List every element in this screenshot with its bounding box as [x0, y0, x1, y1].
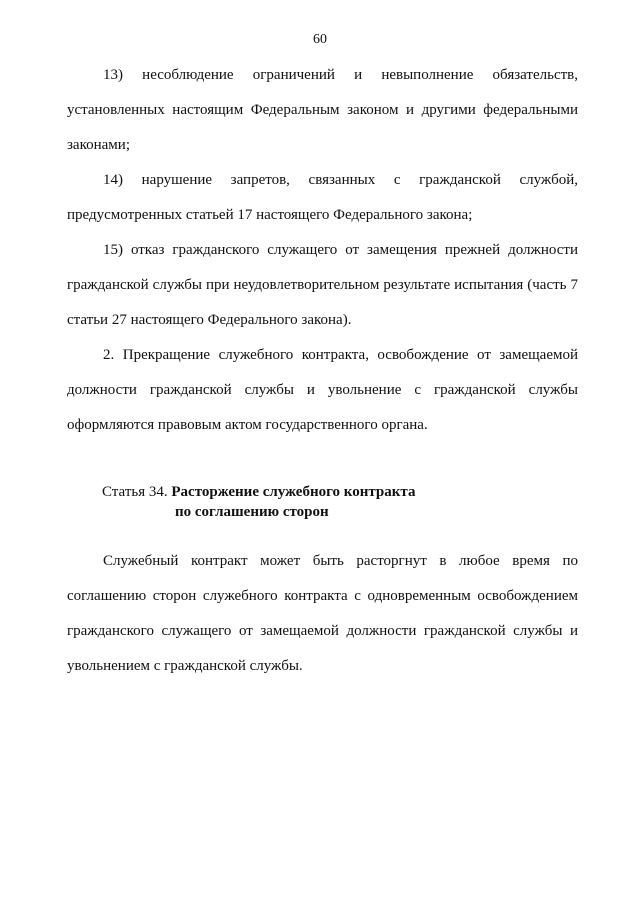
clause-list — [67, 58, 578, 443]
clause-15: 15) отказ гражданского служащего от замещения прежней должности гражданской службы при неудовлетворительном результате испытания (часть 7 статьи 27 настоящего Федерального закона). — [67, 242, 578, 328]
article-heading-line-1 — [102, 482, 562, 502]
article-paragraph: Служебный контракт может быть расторгнут в любое время по соглашению сторон служебного контракта с одновременным освобождением гражданского служащего от замещаемой должности гражданской службы и увольнением с гражданской службы. — [67, 553, 578, 674]
clause-14: 14) нарушение запретов, связанных с гражданской службой, предусмотренных статьей 17 настоящего Федерального закона; — [67, 172, 578, 223]
clause-13: 13) несоблюдение ограничений и невыполнение обязательств, установленных настоящим Федеральным законом и другими федеральными законами; — [67, 67, 578, 153]
article-body — [67, 544, 578, 684]
page-number: 60 — [313, 32, 327, 47]
article-title-line-1: Расторжение служебного контракта — [171, 484, 416, 500]
article-title-line-2: по соглашению сторон — [175, 504, 329, 520]
article-heading — [102, 482, 562, 522]
article-label: Статья 34. — [102, 484, 168, 500]
part-2-paragraph: 2. Прекращение служебного контракта, освобождение от замещаемой должности гражданской службы и увольнение с гражданской службы оформляются правовым актом государственного органа. — [67, 347, 578, 433]
